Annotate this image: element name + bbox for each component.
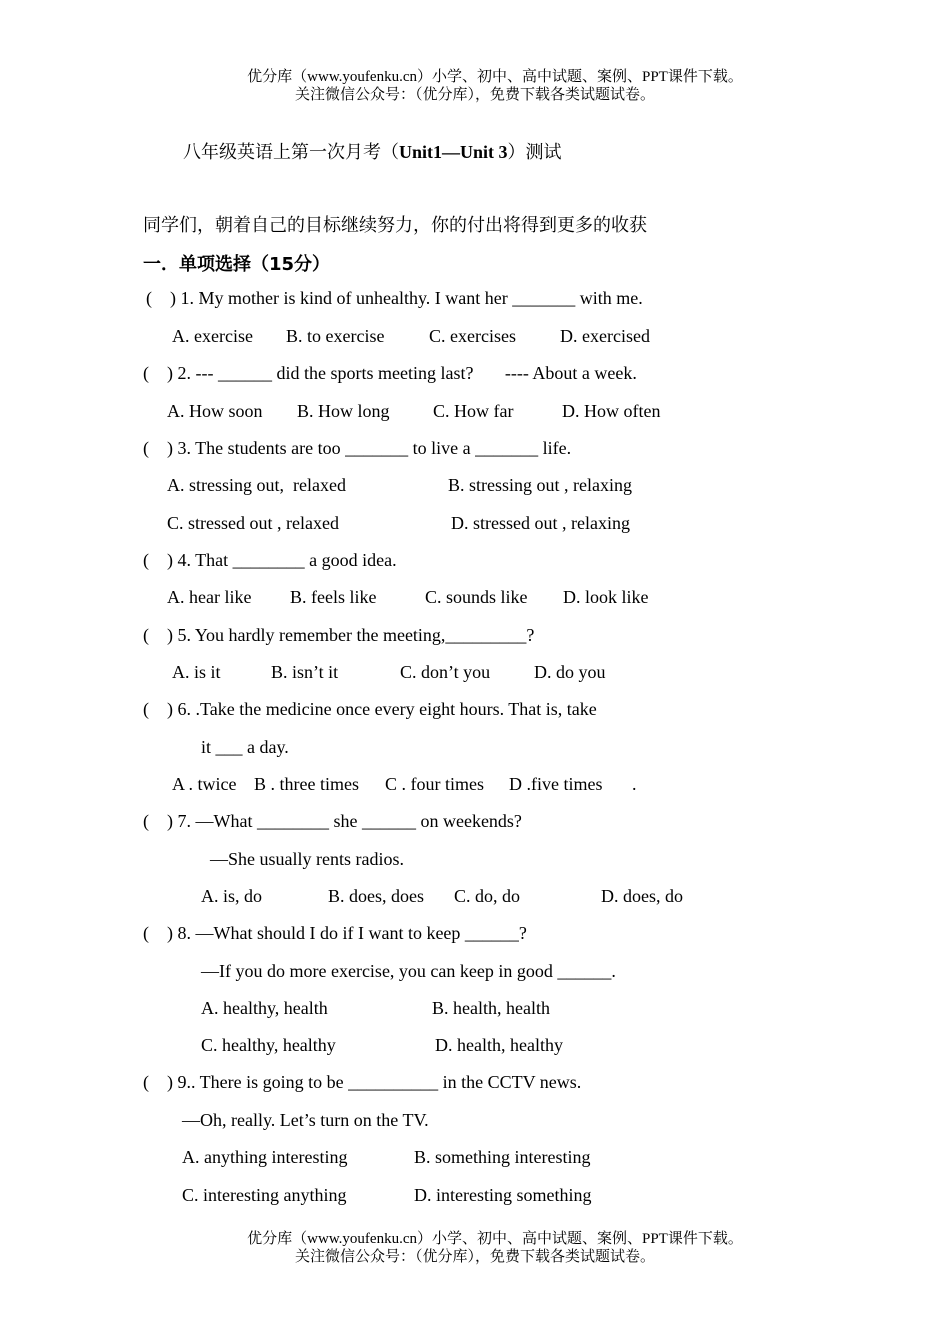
q5-option-c: C. don’t you	[400, 662, 491, 682]
q6-option-c: C . four times	[385, 774, 484, 794]
question-9-stem: ( ) 9.. There is going to be __________ in the CCTV news.	[143, 1072, 582, 1092]
q5-option-d: D. do you	[534, 662, 606, 682]
title-suffix: ）测试	[507, 142, 562, 162]
question-7-response: —She usually rents radios.	[210, 849, 404, 869]
q5-option-b: B. isn’t it	[271, 662, 339, 682]
q8-option-c: C. healthy, healthy	[201, 1035, 336, 1055]
q9-option-a: A. anything interesting	[182, 1147, 348, 1167]
q8-option-a: A. healthy, health	[201, 998, 328, 1018]
q1-option-a: A. exercise	[172, 326, 253, 346]
q9-option-b: B. something interesting	[414, 1147, 591, 1167]
question-6-stem-continued: it ___ a day.	[201, 737, 289, 757]
intro-text: 同学们，朝着自己的目标继续努力，你的付出将得到更多的收获	[143, 215, 647, 235]
q4-option-c: C. sounds like	[425, 587, 528, 607]
q4-option-b: B. feels like	[290, 587, 377, 607]
q6-option-a: A . twice	[172, 774, 237, 794]
q2-option-a: A. How soon	[167, 401, 263, 421]
q7-option-b: B. does, does	[328, 886, 424, 906]
title-prefix: 八年级英语上第一次月考（	[183, 142, 399, 162]
q9-option-c: C. interesting anything	[182, 1185, 347, 1205]
page-footer	[0, 1230, 950, 1266]
q1-option-d: D. exercised	[560, 326, 650, 346]
question-6-stem: ( ) 6. .Take the medicine once every eight hours. That is, take	[143, 699, 597, 719]
question-8-stem: ( ) 8. —What should I do if I want to keep ______?	[143, 923, 527, 943]
page-title	[183, 138, 562, 164]
q1-option-b: B. to exercise	[286, 326, 385, 346]
footer-line-1: 优分库（www.youfenku.cn）小学、初中、高中试题、案例、PPT课件下载。	[247, 1231, 743, 1247]
q2-option-b: B. How long	[297, 401, 390, 421]
question-8-response: —If you do more exercise, you can keep in good ______.	[201, 961, 616, 981]
q7-option-d: D. does, do	[601, 886, 683, 906]
header-line-2: 关注微信公众号：（优分库），免费下载各类试题试卷。	[294, 87, 655, 103]
q8-option-b: B. health, health	[432, 998, 550, 1018]
question-2-stem: ( ) 2. --- ______ did the sports meeting last? ---- About a week.	[143, 363, 637, 383]
q6-option-b: B . three times	[254, 774, 359, 794]
question-1-stem: ( ) 1. My mother is kind of unhealthy. I want her _______ with me.	[146, 288, 643, 308]
q3-option-c: C. stressed out , relaxed	[167, 513, 339, 533]
question-4-stem: ( ) 4. That ________ a good idea.	[143, 550, 397, 570]
q3-option-a: A. stressing out, relaxed	[167, 475, 346, 495]
footer-line-2: 关注微信公众号：（优分库），免费下载各类试题试卷。	[294, 1249, 655, 1265]
q5-option-a: A. is it	[172, 662, 221, 682]
q7-option-a: A. is, do	[201, 886, 263, 906]
q6-trailing-period: .	[632, 774, 637, 794]
q4-option-d: D. look like	[563, 587, 649, 607]
header-line-1: 优分库（www.youfenku.cn）小学、初中、高中试题、案例、PPT课件下载。	[247, 69, 743, 85]
page-header	[0, 68, 950, 104]
q2-option-d: D. How often	[562, 401, 661, 421]
question-5-stem: ( ) 5. You hardly remember the meeting,_________?	[143, 625, 535, 645]
q8-option-d: D. health, healthy	[435, 1035, 563, 1055]
section-title: 一．单项选择（15分）	[143, 254, 331, 275]
q3-option-b: B. stressing out , relaxing	[448, 475, 632, 495]
q7-option-c: C. do, do	[454, 886, 521, 906]
q3-option-d: D. stressed out , relaxing	[451, 513, 630, 533]
q2-option-c: C. How far	[433, 401, 514, 421]
q4-option-a: A. hear like	[167, 587, 252, 607]
question-3-stem: ( ) 3. The students are too _______ to live a _______ life.	[143, 438, 572, 458]
q9-option-d: D. interesting something	[414, 1185, 592, 1205]
title-units: Unit1—Unit 3	[399, 142, 508, 162]
question-9-response: —Oh, really. Let’s turn on the TV.	[182, 1110, 429, 1130]
q6-option-d: D .five times	[509, 774, 603, 794]
question-7-stem: ( ) 7. —What ________ she ______ on weekends?	[143, 811, 522, 831]
q1-option-c: C. exercises	[429, 326, 516, 346]
